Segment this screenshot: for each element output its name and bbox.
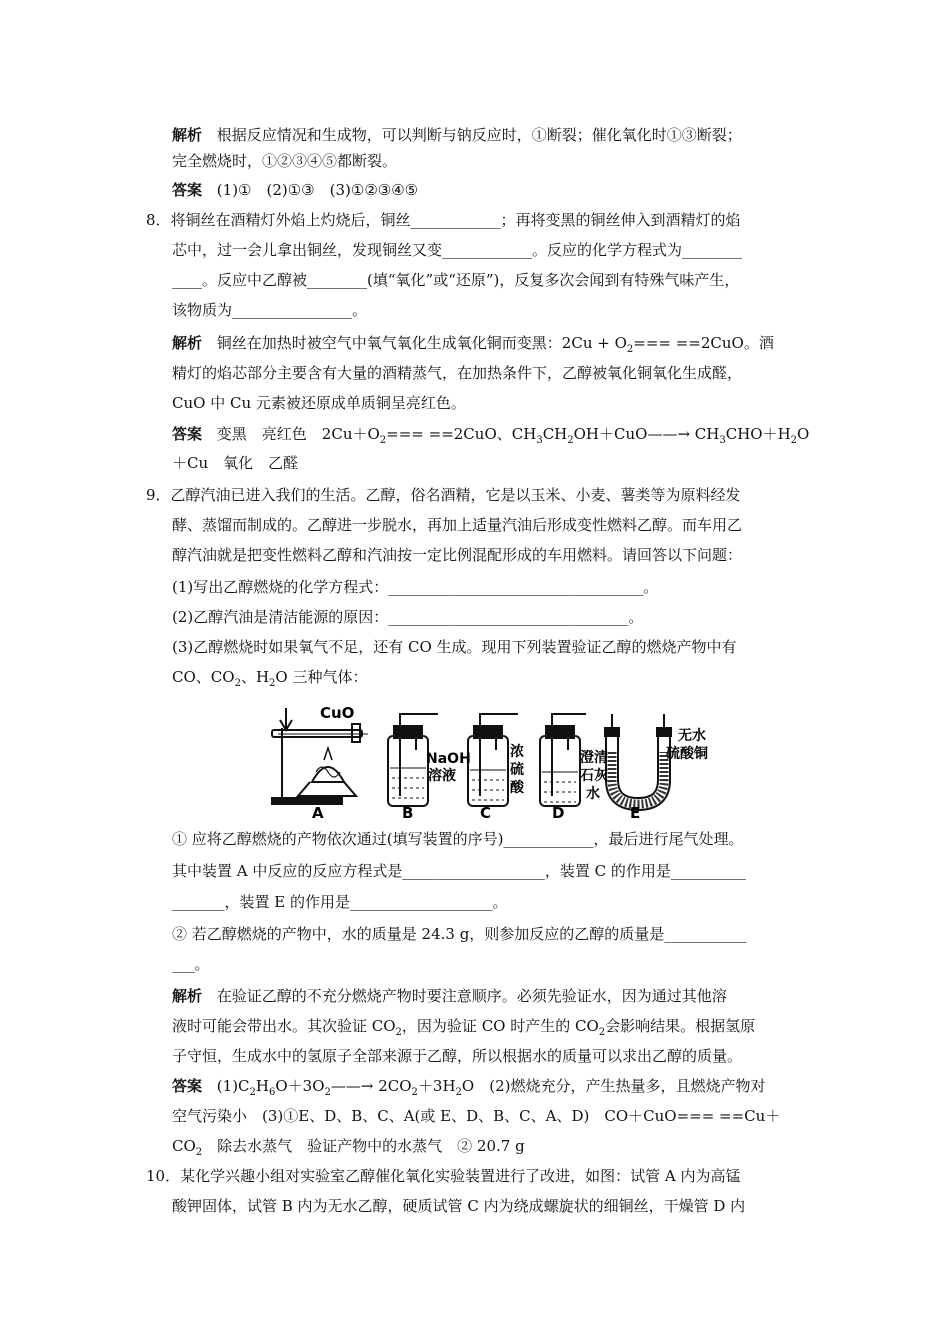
apparatus-a: [272, 708, 368, 804]
answer-9-line-3: $CO_2$ 除去水蒸气 验证产物中的水蒸气 ② 20.7 g: [172, 1137, 525, 1158]
question-9-item-2-line-2: ___。: [172, 955, 210, 973]
question-9-item-1-line-3: _______，装置 E 的作用是___________________。: [172, 893, 508, 911]
question-8-line-2: 芯中，过一会儿拿出铜丝，发现铜丝又变____________。反应的化学方程式为________: [172, 241, 743, 259]
apparatus-e: [605, 714, 671, 804]
label-c: C: [480, 804, 492, 822]
label-cuso4-2: 硫酸铜: [666, 746, 708, 762]
label-d: D: [552, 804, 565, 822]
analysis-8-line-2: 精灯的焰芯部分主要含有大量的酒精蒸气，在加热条件下，乙醇被氧化铜氧化生成醛，: [172, 364, 743, 382]
question-9-item-2: ② 若乙醇燃烧的产物中，水的质量是 24.3 g，则参加反应的乙醇的质量是___________: [172, 925, 747, 943]
label-cuo: CuO: [320, 704, 355, 722]
label-lime-2: 石灰: [580, 768, 608, 784]
question-9-line-1: 9．乙醇汽油已进入我们的生活。乙醇，俗名酒精，它是以玉米、小麦、薯类等为原料经发: [146, 486, 741, 504]
question-number: 10．: [146, 1167, 181, 1185]
analysis-label: 解析: [172, 987, 203, 1005]
analysis-9-line-2: 液时可能会带出水。其次验证 $CO_2$，因为验证 CO 时产生的 $CO_2$会影响结果。根据氢原: [172, 1017, 756, 1038]
analysis-7-line-1: 解析 根据反应情况和生成物，可以判断与钠反应时，①断裂；催化氧化时①③断裂；: [172, 126, 742, 144]
label-lime-3: 水: [586, 786, 600, 802]
answer-label: 答案: [172, 425, 203, 443]
answer-8-line-1: 答案 变黑 亮红色 $2Cu+O_2=== ==2CuO$、$CH_3CH_2OH+CuO——\to CH_3CHO+H_2O$: [172, 425, 810, 446]
answer-label: 答案: [172, 181, 203, 199]
analysis-8-line-3: CuO 中 Cu 元素被还原成单质铜呈亮红色。: [172, 394, 466, 412]
analysis-9-line-3: 子守恒，生成水中的氢原子全部来源于乙醇，所以根据水的质量可以求出乙醇的质量。: [172, 1047, 743, 1065]
analysis-label: 解析: [172, 334, 203, 352]
label-a: A: [312, 804, 324, 822]
label-acid-2: 硫: [510, 762, 524, 778]
label-e: E: [630, 804, 641, 822]
label-lime-1: 澄清: [580, 750, 608, 766]
question-8-line-4: 该物质为________________。: [172, 301, 368, 319]
question-9-sub-3-line-2: CO、$CO_2$、$H_2O$ 三种气体：: [172, 668, 368, 689]
question-number: 8．: [146, 211, 171, 229]
analysis-label: 解析: [172, 126, 203, 144]
label-cuso4-1: 无水: [678, 728, 706, 744]
question-9-sub-1: (1)写出乙醇燃烧的化学方程式：__________________________________。: [172, 578, 659, 596]
answer-8-line-2: ＋Cu 氧化 乙醛: [172, 454, 299, 472]
label-acid-3: 酸: [510, 780, 524, 796]
analysis-9-line-1: 解析 在验证乙醇的不充分燃烧产物时要注意顺序。必须先验证水，因为通过其他溶: [172, 987, 727, 1005]
label-naoh-solution: 溶液: [428, 768, 456, 784]
question-9-sub-3-line-1: (3)乙醇燃烧时如果氧气不足，还有 CO 生成。现用下列装置验证乙醇的燃烧产物中有: [172, 638, 737, 656]
label-naoh: NaOH: [426, 751, 471, 767]
analysis-8-line-1: 解析 铜丝在加热时被空气中氧气氧化生成氧化铜而变黑：$2Cu + O_2=== ==2CuO$。酒: [172, 334, 774, 355]
answer-9-line-1: 答案 $(1)C_2H_6O+3O_2——\to 2CO_2+3H_2O$ (2)燃烧充分，产生热量多，且燃烧产物对: [172, 1077, 766, 1098]
question-9-line-3: 醇汽油就是把变性燃料乙醇和汽油按一定比例混配形成的车用燃料。请回答以下问题：: [172, 546, 743, 564]
question-9-line-2: 酵、蒸馏而制成的。乙醇进一步脱水，再加上适量汽油后形成变性燃料乙醇。而车用乙: [172, 516, 743, 534]
label-acid-1: 浓: [510, 744, 524, 760]
question-10-line-1: 10．某化学兴趣小组对实验室乙醇催化氧化实验装置进行了改进，如图：试管 A 内为高锰: [146, 1167, 741, 1185]
question-9-item-1-line-2: 其中装置 A 中反应的反应方程式是___________________，装置 C 的作用是__________: [172, 862, 746, 880]
answer-label: 答案: [172, 1077, 203, 1095]
analysis-7-line-2: 完全燃烧时，①②③④⑤都断裂。: [172, 152, 398, 170]
question-10-line-2: 酸钾固体，试管 B 内为无水乙醇，硬质试管 C 内为绕成螺旋状的细铜丝，干燥管 D 内: [172, 1197, 746, 1215]
question-8-line-1: 8．将铜丝在酒精灯外焰上灼烧后，铜丝____________；再将变黑的铜丝伸入到酒精灯的焰: [146, 211, 741, 229]
question-number: 9．: [146, 486, 171, 504]
answer-9-line-2: 空气污染小 (3)①E、D、B、C、A(或 E、D、B、C、A、D) CO＋CuO=== ==Cu＋: [172, 1107, 781, 1125]
label-b: B: [402, 804, 414, 822]
answer-7: 答案 (1)① (2)①③ (3)①②③④⑤: [172, 181, 419, 199]
question-9-item-1: ① 应将乙醇燃烧的产物依次通过(填写装置的序号)____________，最后进行尾气处理。: [172, 830, 744, 848]
apparatus-figure: [268, 700, 728, 822]
question-9-sub-2: (2)乙醇汽油是清洁能源的原因：________________________________。: [172, 608, 644, 626]
question-8-line-3: ____。反应中乙醇被________(填“氧化”或“还原”)，反复多次会闻到有特殊气味产生，: [172, 271, 740, 289]
